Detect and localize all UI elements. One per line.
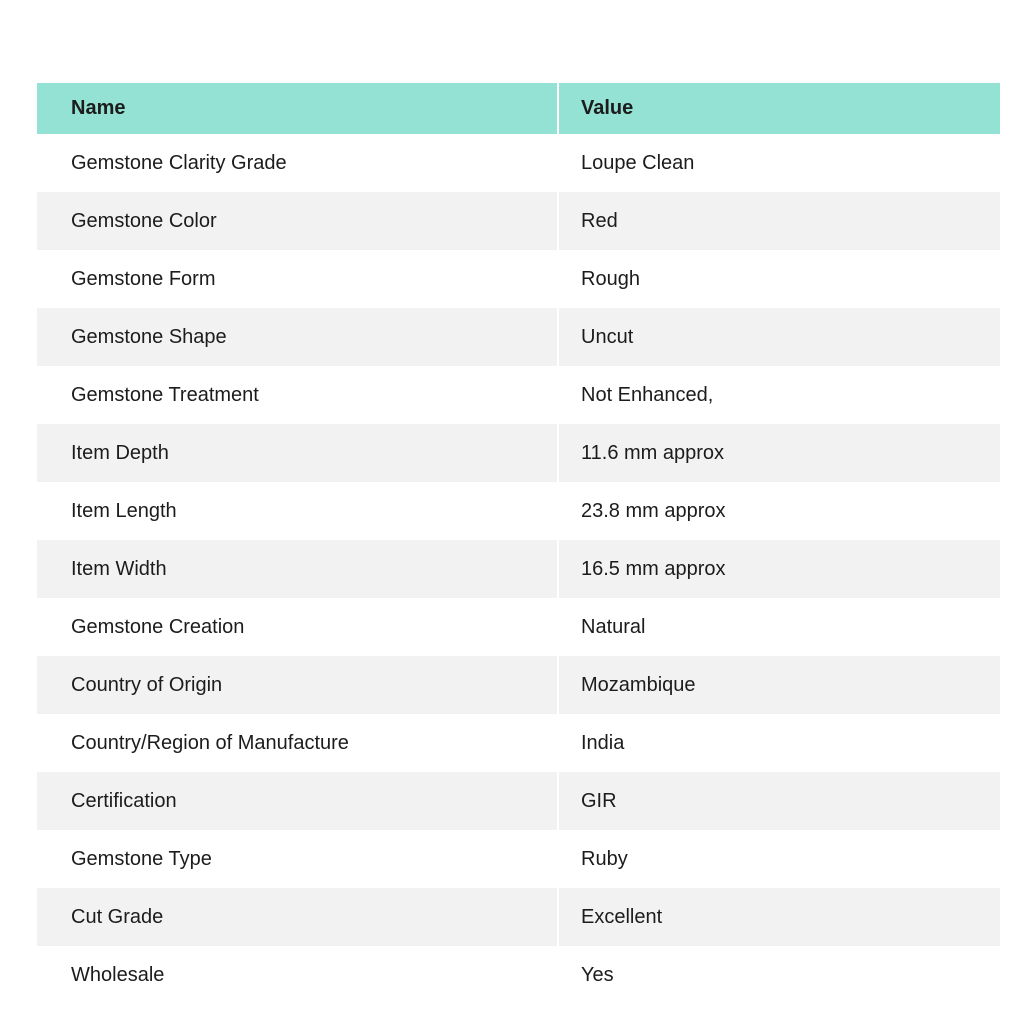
attribute-name-cell: Gemstone Shape: [37, 308, 558, 366]
table-row: [37, 308, 1000, 366]
attribute-name-cell: Cut Grade: [37, 888, 558, 946]
table-row: [37, 192, 1000, 250]
attribute-name-cell: Gemstone Form: [37, 250, 558, 308]
attribute-value-cell: Rough: [581, 267, 640, 290]
attribute-value-cell: 23.8 mm approx: [581, 499, 726, 522]
table-row: [37, 366, 1000, 424]
table-row: [37, 772, 1000, 830]
table-row: [37, 598, 1000, 656]
attribute-name-cell: Gemstone Treatment: [37, 366, 558, 424]
header-row: [37, 83, 1000, 134]
attribute-name-cell: Item Width: [37, 540, 558, 598]
attribute-name-cell: Item Length: [37, 482, 558, 540]
table-row: [37, 946, 1000, 1004]
attribute-value-cell: Loupe Clean: [581, 151, 695, 174]
attribute-name-cell: Country of Origin: [37, 656, 558, 714]
table-row: [37, 250, 1000, 308]
attribute-value-cell: Uncut: [581, 325, 634, 348]
attribute-name-cell: Wholesale: [37, 946, 558, 1004]
attribute-value-cell: India: [581, 731, 625, 754]
attribute-name-cell: Gemstone Color: [37, 192, 558, 250]
attribute-name-cell: Gemstone Clarity Grade: [37, 134, 558, 192]
attribute-value-cell: Natural: [581, 615, 646, 638]
attribute-value-cell: Red: [581, 209, 618, 232]
table-row: [37, 482, 1000, 540]
attribute-value-cell: Ruby: [581, 847, 628, 870]
table-row: [37, 424, 1000, 482]
attribute-value-cell: 11.6 mm approx: [581, 441, 725, 464]
attribute-name-cell: Certification: [37, 772, 558, 830]
column-header-value: Value: [558, 83, 1000, 134]
table-row: [37, 134, 1000, 192]
table-row: [37, 714, 1000, 772]
column-header-name: Name: [37, 83, 558, 134]
attribute-value-cell: Yes: [581, 963, 614, 986]
attribute-value-cell: GIR: [581, 789, 617, 812]
item-specifics-table: [37, 83, 1000, 1004]
table-header: [37, 83, 1000, 134]
table-row: [37, 540, 1000, 598]
attribute-value-cell: Not Enhanced,: [581, 383, 714, 406]
attribute-name-cell: Item Depth: [37, 424, 558, 482]
attribute-name-cell: Gemstone Creation: [37, 598, 558, 656]
table-row: [37, 656, 1000, 714]
attribute-value-cell: 16.5 mm approx: [581, 557, 726, 580]
table-row: [37, 888, 1000, 946]
attribute-value-cell: Mozambique: [581, 673, 696, 696]
attribute-name-cell: Country/Region of Manufacture: [37, 714, 558, 772]
attribute-value-cell: Excellent: [581, 905, 663, 928]
table-row: [37, 830, 1000, 888]
attribute-name-cell: Gemstone Type: [37, 830, 558, 888]
table-body: [37, 134, 1000, 1004]
